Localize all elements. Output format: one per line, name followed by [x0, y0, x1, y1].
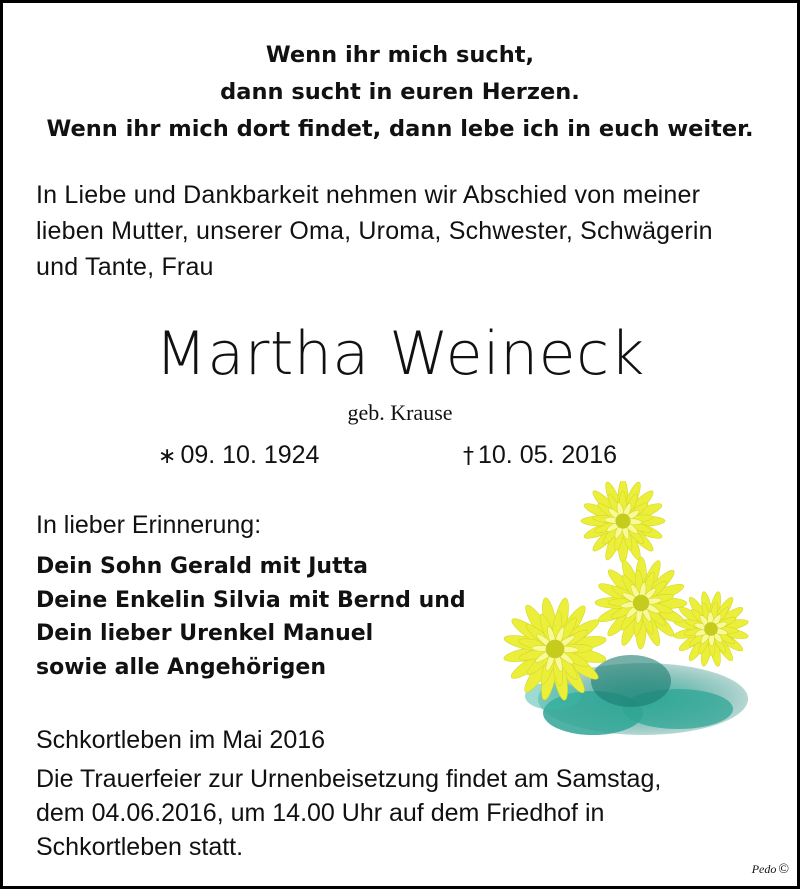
birth-date: 09. 10. 1924 [180, 441, 320, 469]
designer-signature [752, 862, 789, 878]
mourner-line: Deine Enkelin Silvia mit Bernd und [36, 587, 466, 613]
motto-line: Wenn ihr mich dort findet, dann lebe ich in euch weiter. [46, 116, 754, 142]
copyright-icon: © [778, 862, 789, 877]
birth-star-icon: ∗ [158, 444, 177, 469]
intro-line: lieben Mutter, unserer Oma, Uroma, Schwester, Schwägerin [36, 217, 713, 245]
chrysanthemum-image [493, 481, 763, 746]
place-and-date: Schkortleben im Mai 2016 [36, 726, 326, 754]
motto-verse [3, 37, 797, 148]
mourner-line: Dein lieber Urenkel Manuel [36, 621, 374, 647]
funeral-line: Die Trauerfeier zur Urnenbeisetzung findet am Samstag, [36, 765, 662, 793]
deceased-name: Martha Weineck [155, 319, 645, 389]
mourner-line: Dein Sohn Gerald mit Jutta [36, 554, 368, 579]
funeral-line: Schkortleben statt. [36, 833, 244, 861]
death-date: 10. 05. 2016 [478, 441, 618, 469]
chrysanthemum-blossom [581, 481, 665, 563]
mourners-list [36, 550, 466, 684]
intro-line: In Liebe und Dankbarkeit nehmen wir Abschied von meiner [36, 181, 701, 209]
funeral-announcement [36, 762, 661, 864]
signature-text: Pedo [751, 862, 777, 876]
death-date-group [463, 437, 617, 475]
intro-line: und Tante, Frau [36, 253, 214, 281]
life-dates [3, 437, 797, 477]
intro-text [36, 177, 776, 285]
motto-line: dann sucht in euren Herzen. [220, 79, 580, 105]
remembrance-heading: In lieber Erinnerung: [36, 511, 262, 539]
mourner-line: sowie alle Angehörigen [36, 654, 327, 680]
birth-date-group [158, 437, 319, 475]
maiden-name: geb. Krause [347, 400, 453, 425]
funeral-line: dem 04.06.2016, um 14.00 Uhr auf dem Friedhof in [36, 799, 605, 827]
chrysanthemum-blossom [595, 557, 687, 649]
motto-line: Wenn ihr mich sucht, [265, 42, 535, 68]
death-cross-icon: † [463, 444, 474, 469]
